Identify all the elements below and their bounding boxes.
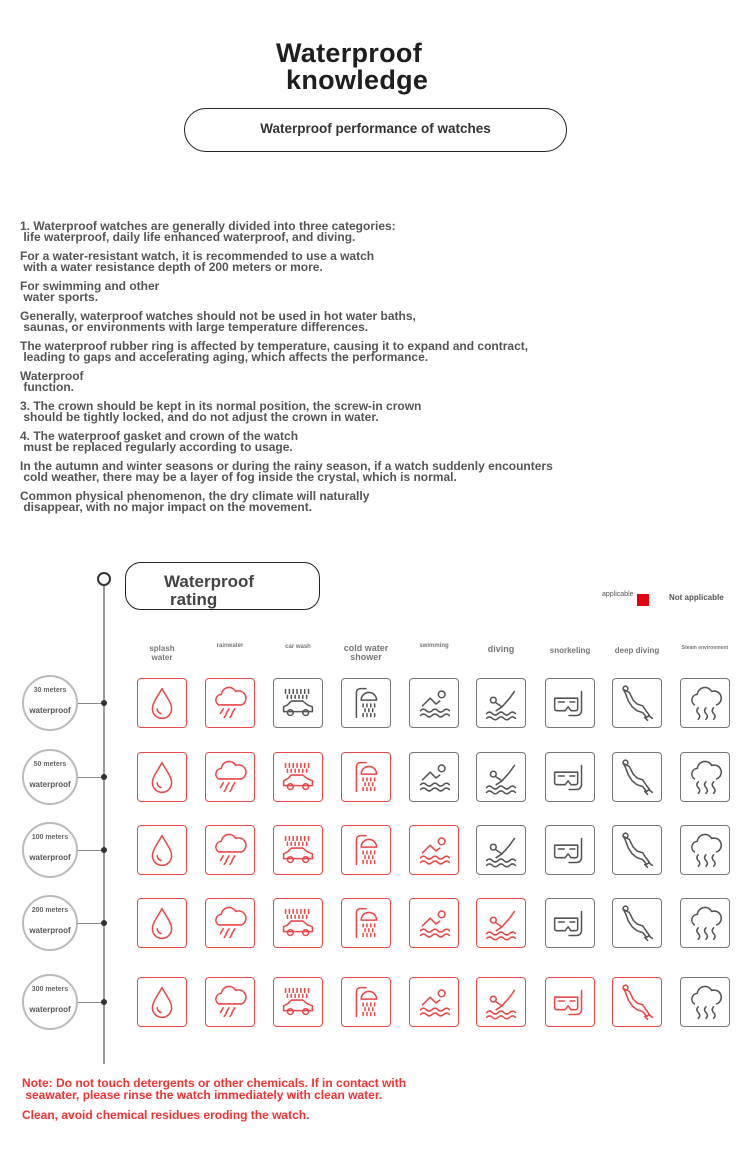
car-wash-icon [273,825,323,875]
depth-badge [22,675,78,731]
steam-icon [680,678,730,728]
note-1: 1. Waterproof watches are generally divided into three categories: life waterproof, daily life enhanced waterproof, and diving. [20,219,396,244]
column-header-9: Steam environment [681,645,729,651]
note-5: The waterproof rubber ring is affected by temperature, causing it to expand and contract, leading to gaps and accelerating aging, which affects the performance. [20,339,529,364]
note-7: 3. The crown should be kept in its normal position, the screw-in crown should be tightly locked, and do not adjust the crown in water. [20,399,422,424]
swimmer-icon [409,977,459,1027]
deep-diver-icon [612,898,662,948]
note-2: For a water-resistant watch, it is recommended to use a watch with a water resistance depth of 200 meters or more. [20,249,375,274]
title-line-1: Waterproof [276,38,422,68]
water-drop-icon [137,678,187,728]
rain-cloud-icon [205,825,255,875]
depth-badge [22,895,78,951]
diver-icon [476,752,526,802]
water-drop-icon [137,977,187,1027]
deep-diver-icon [612,825,662,875]
swimmer-icon [409,825,459,875]
snorkel-mask-icon [545,678,595,728]
column-header-7: snorkeling [549,646,591,655]
car-wash-icon [273,752,323,802]
rating-title-banner [125,562,320,610]
shower-icon [341,752,391,802]
column-header-3: car wash [285,644,311,650]
rain-cloud-icon [205,977,255,1027]
column-header-6: diving [487,644,515,654]
timeline-dot [101,999,107,1005]
snorkel-mask-icon [545,977,595,1027]
depth-label: waterproof [29,706,71,715]
diver-icon [476,898,526,948]
note-3: For swimming and other water sports. [20,279,160,304]
deep-diver-icon [612,977,662,1027]
swimmer-icon [409,752,459,802]
depth-label: waterproof [29,926,71,935]
depth-badge [22,974,78,1030]
depth-badge [22,749,78,805]
footer-note: Note: Do not touch detergents or other chemicals. If in contact with seawater, please rinse the watch immediately with clean water. [22,1076,407,1102]
depth-badge [22,822,78,878]
depth-value: 300 meters [31,986,69,993]
column-header-1: splash water [149,644,175,662]
page-title [276,40,428,94]
title-line-2: knowledge [286,65,429,95]
steam-icon [680,825,730,875]
diver-icon [476,977,526,1027]
car-wash-icon [273,678,323,728]
note-10: Common physical phenomenon, the dry climate will naturally disappear, with no major impact on the movement. [20,489,370,514]
rain-cloud-icon [205,752,255,802]
column-header-8: deep diving [614,646,660,655]
rain-cloud-icon [205,678,255,728]
snorkel-mask-icon [545,898,595,948]
timeline-dot [101,847,107,853]
note-9: In the autumn and winter seasons or during the rainy season, if a watch suddenly encounters cold weather, there may be a layer of fog inside the crystal, which is normal. [20,459,553,484]
legend-applicable-label: applicable [602,591,634,598]
depth-label: waterproof [29,853,71,862]
water-drop-icon [137,752,187,802]
notes-section [20,221,660,521]
shower-icon [341,977,391,1027]
timeline-dot [101,774,107,780]
shower-icon [341,898,391,948]
snorkel-mask-icon [545,752,595,802]
timeline-line [103,584,105,1064]
car-wash-icon [273,898,323,948]
water-drop-icon [137,898,187,948]
timeline-start-circle [97,572,111,586]
footer-clean: Clean, avoid chemical residues eroding the watch. [22,1108,310,1122]
legend-applicable-swatch [637,594,649,606]
depth-value: 200 meters [31,907,69,914]
column-header-2: rainwater [216,643,244,649]
diver-icon [476,678,526,728]
steam-icon [680,752,730,802]
note-6: Waterproof function. [20,369,84,394]
steam-icon [680,977,730,1027]
rain-cloud-icon [205,898,255,948]
depth-value: 50 meters [33,761,67,768]
timeline-dot [101,920,107,926]
column-header-4: cold water shower [343,643,389,662]
subtitle-banner: Waterproof performance of watches [184,108,567,152]
shower-icon [341,825,391,875]
note-4: Generally, waterproof watches should not be used in hot water baths, saunas, or environments with large temperature differences. [20,309,416,334]
water-drop-icon [137,825,187,875]
steam-icon [680,898,730,948]
snorkel-mask-icon [545,825,595,875]
deep-diver-icon [612,678,662,728]
swimmer-icon [409,678,459,728]
column-header-5: swimming [419,643,449,649]
legend-not-applicable-label: Not applicable [669,593,724,602]
deep-diver-icon [612,752,662,802]
note-8: 4. The waterproof gasket and crown of the watch must be replaced regularly according to usage. [20,429,299,454]
rating-title-line-1: Waterproof [164,572,255,591]
depth-label: waterproof [29,780,71,789]
depth-value: 100 meters [31,834,69,841]
car-wash-icon [273,977,323,1027]
depth-label: waterproof [29,1005,71,1014]
swimmer-icon [409,898,459,948]
rating-title-line-2: rating [170,590,218,609]
diver-icon [476,825,526,875]
depth-value: 30 meters [33,687,67,694]
timeline-dot [101,700,107,706]
shower-icon [341,678,391,728]
